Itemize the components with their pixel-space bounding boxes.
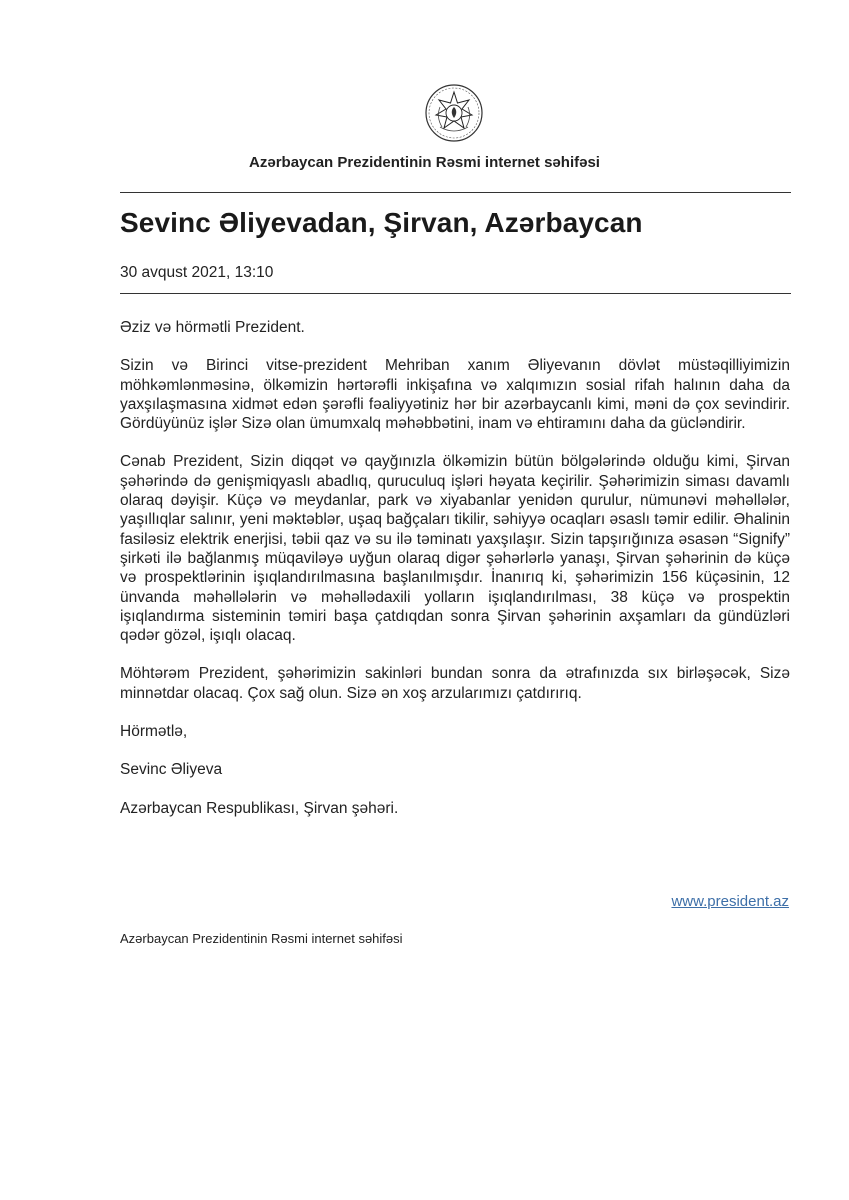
signature-place: Azərbaycan Respublikası, Şirvan şəhəri.: [120, 799, 399, 817]
body-paragraph: Möhtərəm Prezident, şəhərimizin sakinləri bundan sonra da ətrafınızda sıx birləşəcək, Sizə minnətdar olacaq. Çox sağ olun. Sizə ən xoş arzularımızı çatdırırıq.: [120, 665, 790, 702]
azerbaijan-state-emblem-icon: [424, 83, 484, 143]
president-site-link[interactable]: www.president.az: [671, 893, 789, 910]
page-footer: Azərbaycan Prezidentinin Rəsmi internet səhifəsi: [120, 931, 403, 946]
closing: Hörmətlə,: [120, 723, 188, 741]
letter-body: [120, 318, 790, 837]
site-header-title: Azərbaycan Prezidentinin Rəsmi internet səhifəsi: [249, 154, 600, 171]
body-paragraph: Cənab Prezident, Sizin diqqət və qayğınızla ölkəmizin bütün bölgələrində olduğu kimi, Şirvan şəhərində də genişmiqyaslı abadlıq, quruculuq işləri həyata keçirilir. Şəhərimizin siması davamlı olaraq dəyişir. Küçə və meydanlar, park və xiyabanlar yenidən qurulur, nümunəvi məhəllələr, yaşıllıqlar salınır, yeni məktəblər, uşaq bağçaları tikilir, səhiyyə ocaqları əsaslı təmir edilir. Əhalinin fasiləsiz elektrik enerjisi, təbii qaz və su ilə təminatı yaxşılaşır. Sizin tapşırığınıza əsasən “Signify” şirkəti ilə bağlanmış müqaviləyə uyğun olaraq digər şəhərlərlə yanaşı, Şirvan şəhərinin də küçə və prospektlərinin işıqlandırılmasına başlanılmışdır. İnanırıq ki, şəhərimizin 156 küçəsinin, 12 ünvanda məhəllələrin və məhəllədaxili yolların işıqlandırılması, 38 küçə və prospektin işıqlandırma sisteminin təmiri başa çatdıqdan sonra Şirvan şəhərinin axşamları da gündüzləri qədər gözəl, işıqlı olacaq.: [120, 453, 790, 645]
signature-name: Sevinc Əliyeva: [120, 761, 223, 779]
publish-date: 30 avqust 2021, 13:10: [120, 264, 274, 281]
page-title: Sevinc Əliyevadan, Şirvan, Azərbaycan: [120, 207, 643, 238]
title-divider: [120, 293, 791, 294]
body-paragraph: Sizin və Birinci vitse-prezident Mehriban xanım Əliyevanın dövlət müstəqilliyimizin möhkəmlənməsinə, ölkəmizin hərtərəfli inkişafına və xalqımızın sosial rifah halının daha da yaxşılaşmasına xidmət edən şərəfli fəaliyyətiniz hər bir azərbaycanlı kimi, məni də çox sevindirir. Gördüyünüz işlər Sizə olan ümumxalq məhəbbətini, inam və ehtiramını daha da gücləndirir.: [120, 357, 790, 433]
salutation: Əziz və hörmətli Prezident.: [120, 319, 305, 336]
header-divider: [120, 192, 791, 193]
